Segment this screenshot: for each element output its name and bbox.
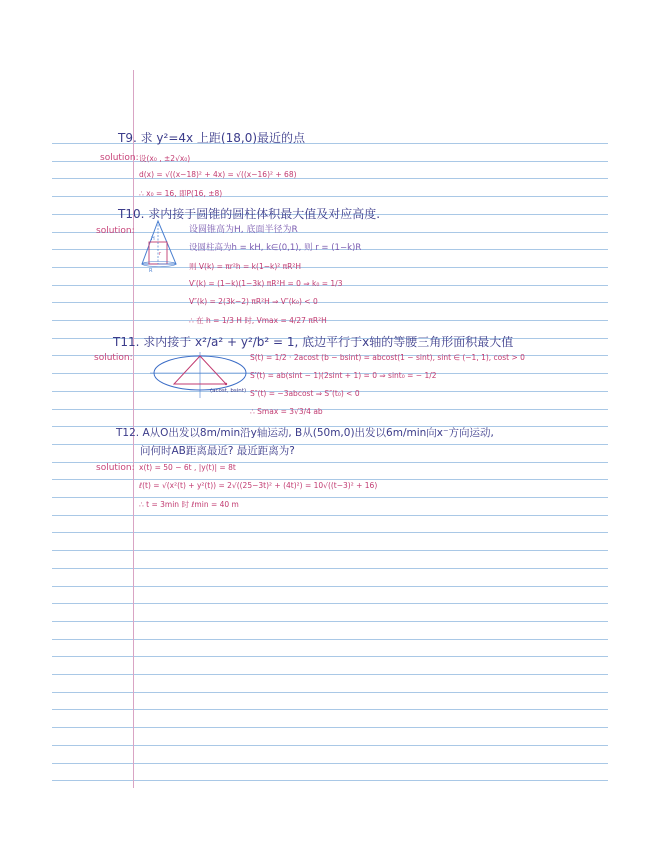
ruled-line bbox=[52, 444, 608, 445]
t10-heading: T10. 求内接于圆锥的圆柱体积最大值及对应高度. bbox=[118, 207, 381, 221]
t11-heading: T11. 求内接于 x²/a² + y²/b² = 1, 底边平行于x轴的等腰三角形面积最大值 bbox=[113, 335, 514, 349]
t11-solution-label: solution: bbox=[94, 353, 133, 363]
t10-line-6: ∴ 在 h = 1/3 H 时, Vmax = 4/27 πR²H bbox=[189, 316, 327, 325]
vertex-coordinate-label: (acost, bsint) bbox=[210, 388, 247, 394]
ruled-line bbox=[52, 497, 608, 498]
ruled-line bbox=[52, 763, 608, 764]
t12-heading-line-1: T12. A从O出发以8m/min沿y轴运动, B从(50m,0)出发以6m/min向x⁻方向运动, bbox=[116, 427, 494, 439]
ruled-line bbox=[52, 780, 608, 781]
t11-line-3: S″(t) = −3abcost ⇒ S″(t₀) < 0 bbox=[250, 389, 360, 398]
t12-line-2: ℓ(t) = √(x²(t) + y²(t)) = 2√((25−3t)² + (4t)²) = 10√((t−3)² + 16) bbox=[139, 481, 378, 490]
ruled-line bbox=[52, 462, 608, 463]
ruled-line bbox=[52, 550, 608, 551]
ruled-line bbox=[52, 586, 608, 587]
t9-solution-label: solution: bbox=[100, 153, 139, 163]
ruled-line bbox=[52, 674, 608, 675]
ruled-line bbox=[52, 621, 608, 622]
t10-line-3: 则 V(k) = πr²h = k(1−k)² πR²H bbox=[189, 262, 302, 271]
cylinder-radius-label: r bbox=[159, 251, 162, 257]
ruled-line bbox=[52, 302, 608, 303]
ruled-line bbox=[52, 532, 608, 533]
t10-line-4: V′(k) = (1−k)(1−3k) πR²H = 0 ⇒ k₀ = 1/3 bbox=[189, 279, 343, 288]
t12-line-1: x(t) = 50 − 6t , |y(t)| = 8t bbox=[139, 463, 236, 472]
ruled-line bbox=[52, 232, 608, 233]
ruled-line bbox=[52, 515, 608, 516]
ruled-line bbox=[52, 745, 608, 746]
ruled-line bbox=[52, 727, 608, 728]
ruled-line bbox=[52, 178, 608, 179]
cone-cylinder-figure bbox=[140, 218, 180, 274]
ruled-line bbox=[52, 656, 608, 657]
t12-solution-label: solution: bbox=[96, 463, 135, 473]
t9-line-2: d(x) = √((x−18)² + 4x) = √((x−16)² + 68) bbox=[139, 170, 297, 179]
t12-heading-line-2: 问何时AB距离最近? 最近距离为? bbox=[140, 445, 295, 457]
t9-heading: T9. 求 y²=4x 上距(18,0)最近的点 bbox=[118, 131, 306, 145]
t10-line-5: V″(k) = 2(3k−2) πR²H ⇒ V″(k₀) < 0 bbox=[189, 297, 318, 306]
ruled-line bbox=[52, 603, 608, 604]
t9-line-3: ∴ x₀ = 16, 即P(16, ±8) bbox=[139, 189, 223, 198]
t10-solution-label: solution: bbox=[96, 226, 135, 236]
ruled-line bbox=[52, 639, 608, 640]
ruled-line bbox=[52, 267, 608, 268]
ruled-line bbox=[52, 709, 608, 710]
t12-line-3: ∴ t = 3min 时 ℓmin = 40 m bbox=[139, 500, 239, 509]
ruled-line bbox=[52, 409, 608, 410]
t11-line-4: ∴ Smax = 3√3/4 ab bbox=[250, 407, 323, 416]
t11-line-1: S(t) = 1/2 · 2acost (b − bsint) = abcost(1 − sint), sint ∈ (−1, 1), cost > 0 bbox=[250, 353, 525, 362]
cone-height-label: H bbox=[151, 236, 155, 242]
ruled-line bbox=[52, 692, 608, 693]
t10-line-1: 设圆锥高为H, 底面半径为R bbox=[189, 225, 298, 235]
cone-radius-label: R bbox=[149, 268, 153, 274]
ruled-line bbox=[52, 320, 608, 321]
ruled-line bbox=[52, 196, 608, 197]
t10-line-2: 设圆柱高为h = kH, k∈(0,1), 则 r = (1−k)R bbox=[189, 243, 362, 253]
t11-line-2: S′(t) = ab(sint − 1)(2sint + 1) = 0 ⇒ sint₀ = − 1/2 bbox=[250, 371, 437, 380]
t9-line-1: 设(x₀ , ±2√x₀) bbox=[139, 154, 191, 163]
ruled-line bbox=[52, 568, 608, 569]
